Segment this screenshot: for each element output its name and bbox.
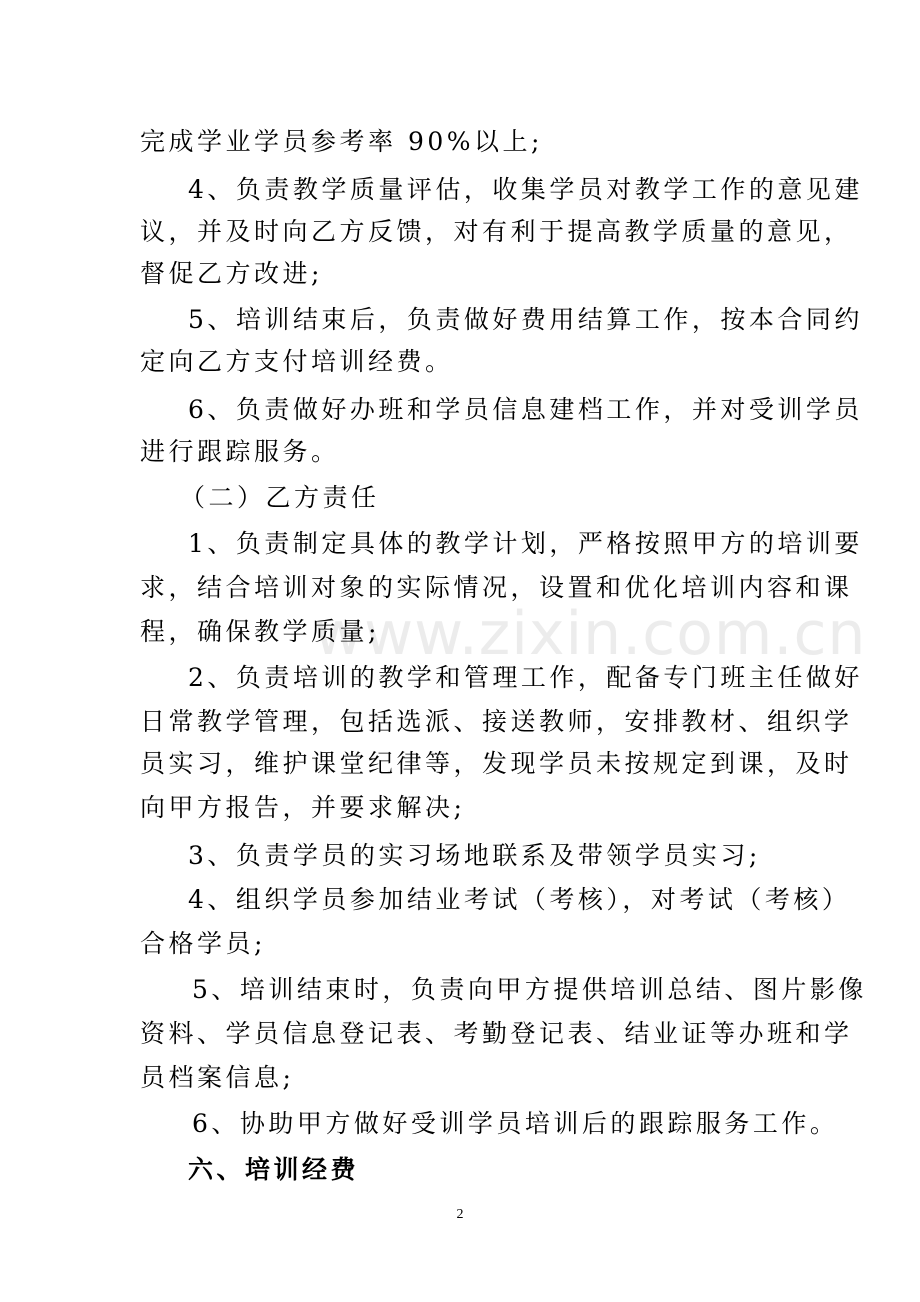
paragraph-line: 员实习，维护课堂纪律等，发现学员未按规定到课，及时	[140, 749, 853, 778]
paragraph-line: 5、培训结束时，负责向甲方提供培训总结、图片影像	[192, 975, 867, 1004]
section-heading: （二）乙方责任	[180, 483, 380, 512]
watermark: www.zixin.com.cn	[314, 599, 867, 669]
paragraph-line: 督促乙方改进;	[140, 259, 323, 288]
paragraph-line: 合格学员;	[140, 929, 266, 958]
paragraph-line: 向甲方报告，并要求解决;	[140, 793, 466, 822]
paragraph-line: 1、负责制定具体的教学计划，严格按照甲方的培训要	[188, 529, 863, 558]
paragraph-line: 6、负责做好办班和学员信息建档工作，并对受训学员	[188, 395, 863, 424]
page-number: 2	[456, 1207, 464, 1222]
paragraph-line: 资料、学员信息登记表、考勤登记表、结业证等办班和学	[140, 1019, 853, 1048]
paragraph-line: 3、负责学员的实习场地联系及带领学员实习;	[188, 841, 761, 870]
paragraph-line: 日常教学管理，包括选派、接送教师，安排教材、组织学	[140, 707, 853, 736]
paragraph-line: 程，确保教学质量;	[140, 617, 380, 646]
paragraph-line: 定向乙方支付培训经费。	[140, 347, 454, 376]
paragraph-line: 完成学业学员参考率 90%以上;	[140, 127, 543, 156]
paragraph-line: 6、协助甲方做好受训学员培训后的跟踪服务工作。	[192, 1109, 839, 1138]
paragraph-line: 求，结合培训对象的实际情况，设置和优化培训内容和课	[140, 573, 853, 602]
paragraph-line: 4、负责教学质量评估，收集学员对教学工作的意见建	[188, 175, 863, 204]
paragraph-line: 2、负责培训的教学和管理工作，配备专门班主任做好	[188, 663, 863, 692]
paragraph-line: 5、培训结束后，负责做好费用结算工作，按本合同约	[188, 305, 863, 334]
section-heading-bold: 六、培训经费	[188, 1155, 360, 1184]
paragraph-line: 员档案信息;	[140, 1063, 295, 1092]
paragraph-line: 4、组织学员参加结业考试（考核），对考试（考核）	[188, 885, 851, 914]
paragraph-line: 议，并及时向乙方反馈，对有利于提高教学质量的意见，	[140, 217, 853, 246]
paragraph-line: 进行跟踪服务。	[140, 437, 340, 466]
